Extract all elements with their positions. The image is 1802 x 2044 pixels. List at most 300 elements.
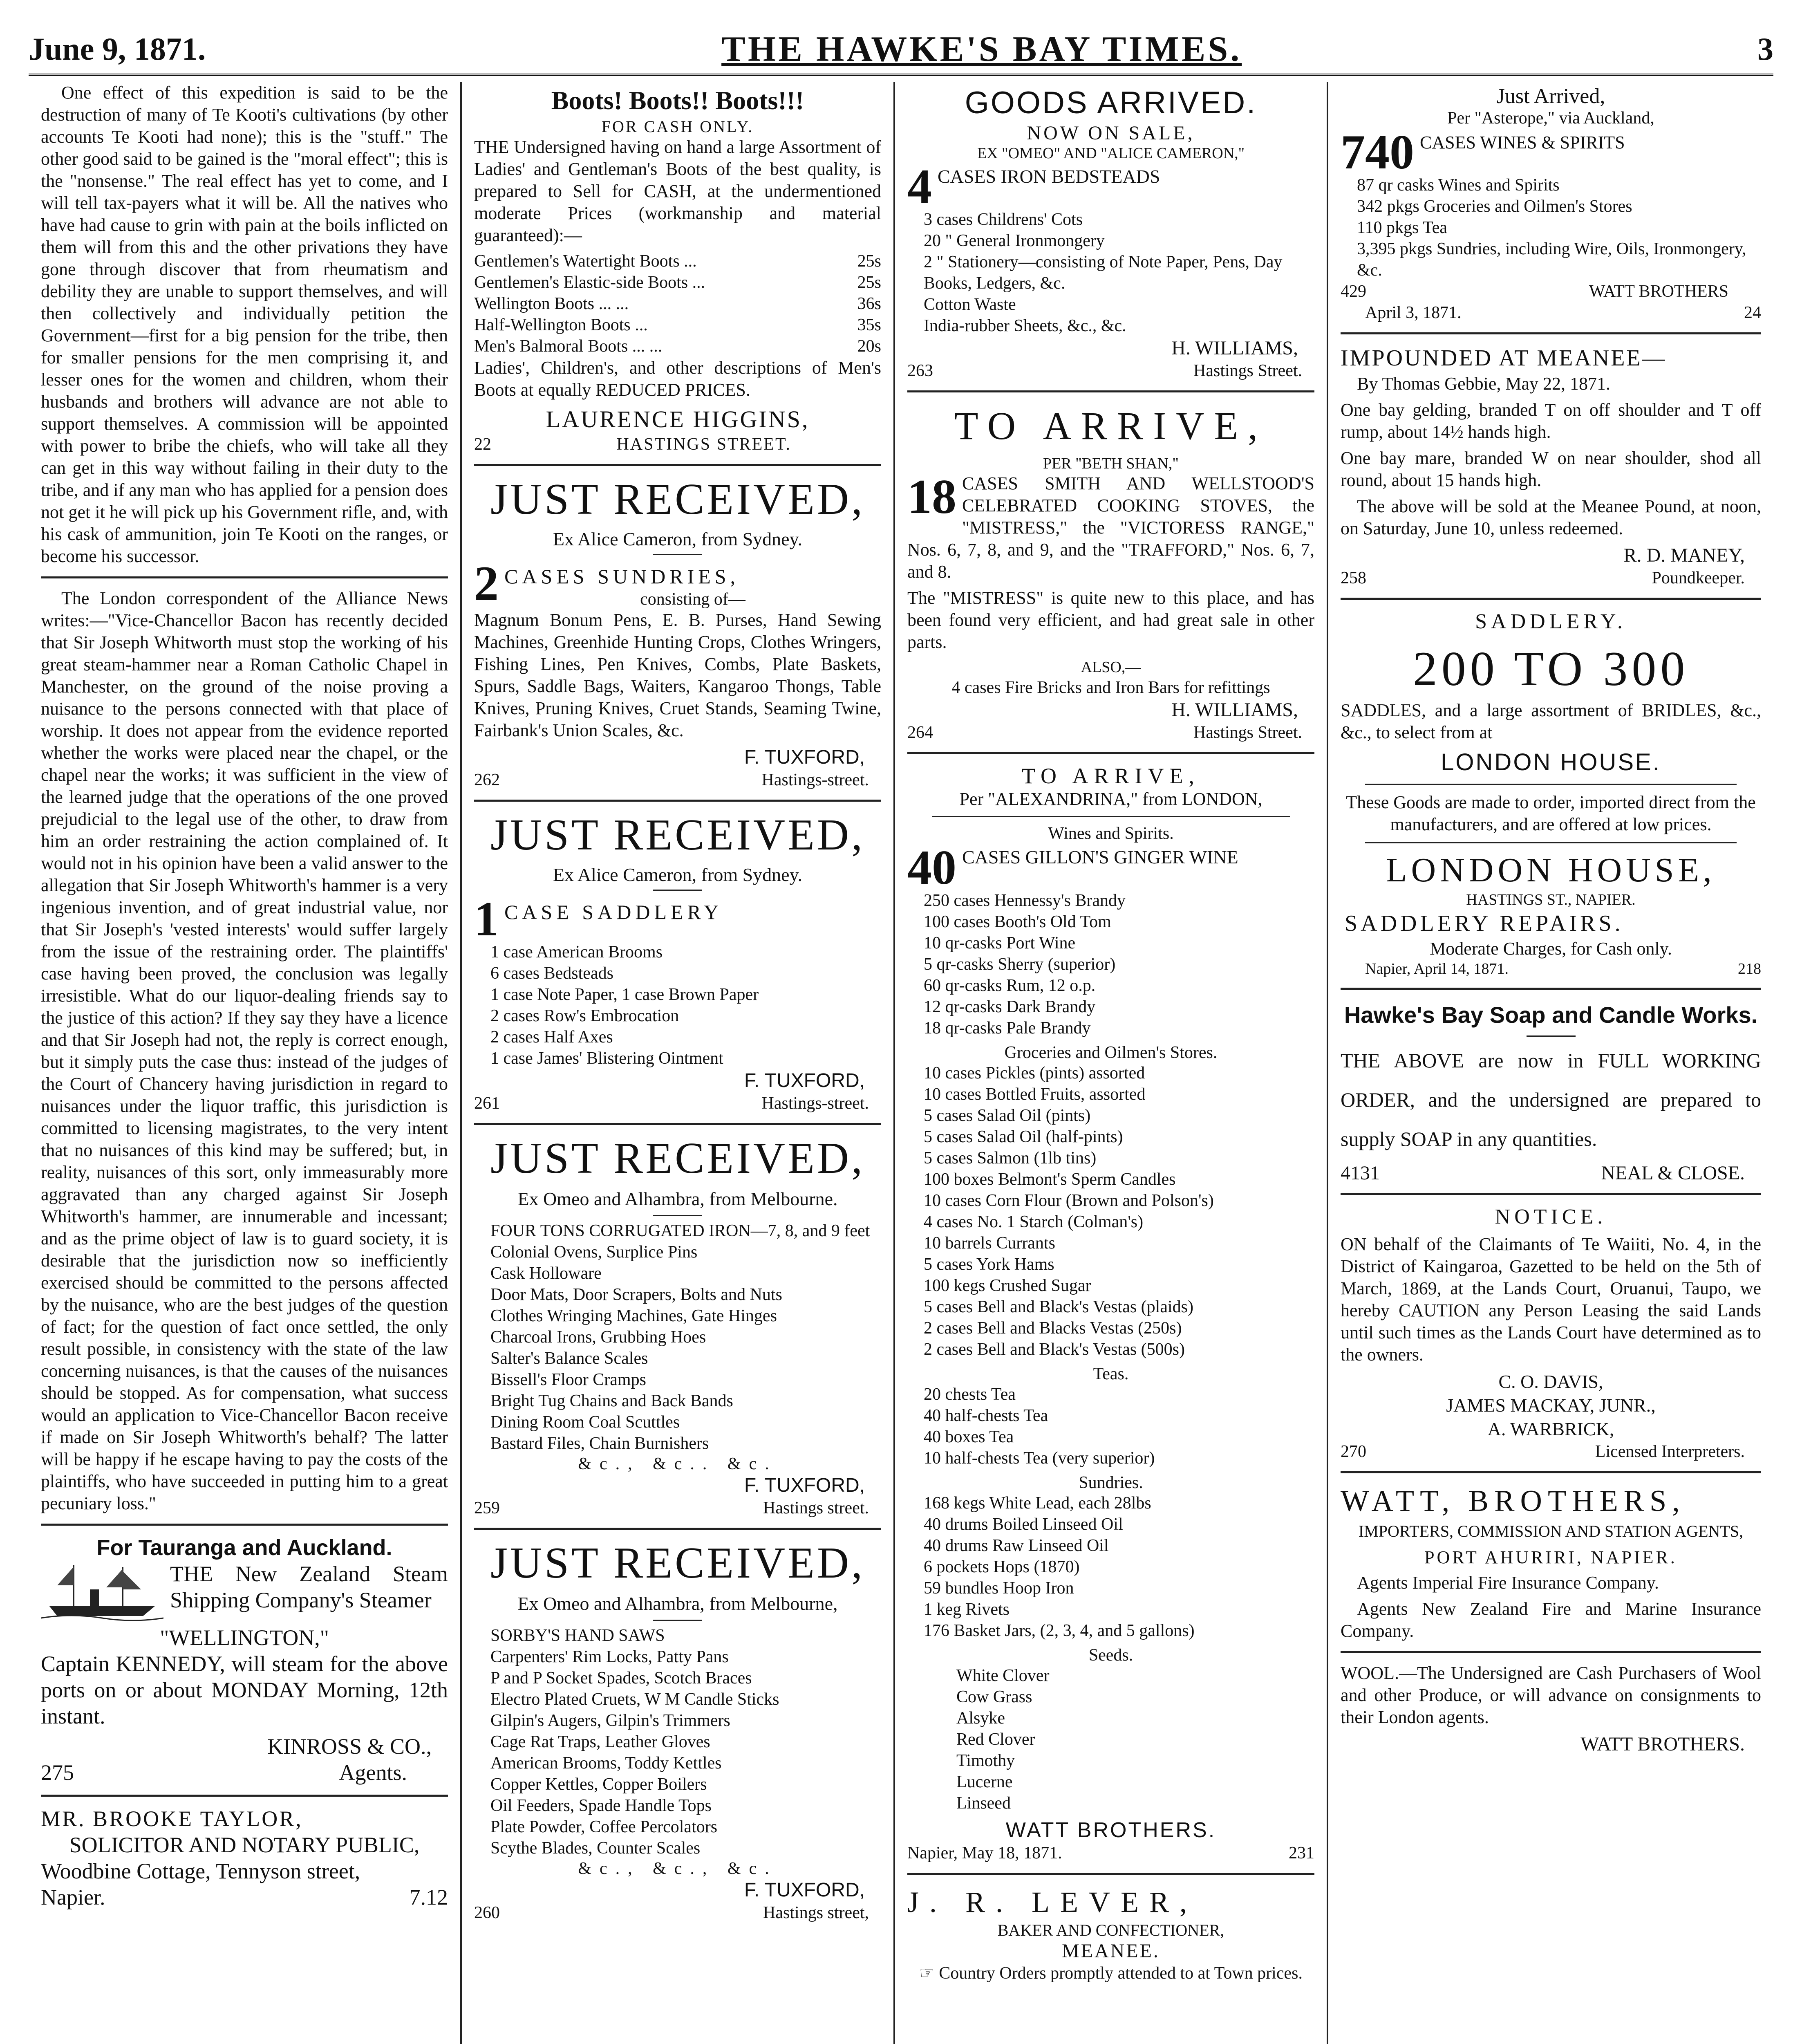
ad-body: ON behalf of the Claimants of Te Waiiti, No. 4, in the District of Kaingaroa, Gazetted to be held on the 5th of March, 1869, at the Lands Court, Oruanui, Taupo, we hereby CAUTION any Person Leasing the said Lands until such times as the Lands Court have determined as to the owners. bbox=[1341, 1234, 1761, 1365]
columns bbox=[29, 82, 1773, 2044]
ad-body-2: The "MISTRESS" is quite new to this place, and has been found very efficient, and had great sale in other parts. bbox=[907, 588, 1314, 652]
list-item: P and P Socket Spades, Scotch Braces bbox=[490, 1669, 752, 1688]
ad-signer: F. TUXFORD, bbox=[744, 746, 865, 768]
ad-number: 4131 bbox=[1341, 1162, 1380, 1184]
ad-footer bbox=[1341, 567, 1761, 589]
ad-lever bbox=[907, 1884, 1314, 1984]
ad-number: 258 bbox=[1341, 569, 1366, 587]
divider bbox=[474, 464, 881, 466]
ad-body-2: One bay mare, branded W on near shoulder, shod all round, about 15 hands high. bbox=[1341, 448, 1761, 490]
ad-footer bbox=[474, 1497, 881, 1519]
list-item: 2 cases Bell and Black's Vestas (500s) bbox=[924, 1340, 1185, 1359]
ad-per: Per "ALEXANDRINA," from LONDON, bbox=[959, 789, 1263, 809]
divider bbox=[932, 816, 1290, 817]
divider bbox=[653, 890, 702, 891]
divider bbox=[474, 1123, 881, 1125]
list-item: 59 bundles Hoop Iron bbox=[924, 1579, 1074, 1598]
price-row bbox=[474, 251, 881, 272]
ad-address: Hastings Street. bbox=[1193, 723, 1302, 742]
ad-number: 429 bbox=[1341, 282, 1366, 301]
page-number: 3 bbox=[1757, 31, 1773, 67]
list-item: SORBY'S HAND SAWS bbox=[490, 1626, 665, 1645]
ad-text: Captain KENNEDY, will steam for the above ports on or about MONDAY Morning, 12th instant. bbox=[41, 1652, 448, 1728]
ad-notice bbox=[1341, 1204, 1761, 1462]
list-item: 10 barrels Currants bbox=[924, 1234, 1055, 1253]
item-name: Men's Balmoral Boots ... ... bbox=[474, 337, 663, 356]
divider bbox=[474, 800, 881, 802]
list-item: Oil Feeders, Spade Handle Tops bbox=[490, 1796, 712, 1815]
ad-ex: EX "OMEO" AND "ALICE CAMERON," bbox=[977, 145, 1245, 162]
ad-note bbox=[907, 1962, 1314, 1984]
item-list bbox=[474, 1220, 881, 1454]
divider bbox=[1341, 1651, 1761, 1653]
ad-count: 1 bbox=[474, 895, 499, 941]
item-price: 25s bbox=[857, 273, 881, 292]
ad-title: NOTICE. bbox=[1495, 1205, 1607, 1228]
list-item: 5 cases Salmon (1lb tins) bbox=[924, 1149, 1097, 1168]
ad-brooke-taylor bbox=[41, 1806, 448, 1910]
list-item: 100 cases Booth's Old Tom bbox=[924, 912, 1111, 931]
divider bbox=[41, 576, 448, 578]
list-item: 176 Basket Jars, (2, 3, 4, and 5 gallons) bbox=[924, 1621, 1195, 1640]
item-list bbox=[907, 209, 1314, 336]
divider bbox=[1341, 598, 1761, 600]
ad-dateline: Napier, May 18, 1871. bbox=[907, 1844, 1062, 1862]
ad-title: GOODS ARRIVED. bbox=[965, 85, 1257, 120]
ad-address: HASTINGS ST., NAPIER. bbox=[1466, 891, 1636, 908]
ad-role: Agents. bbox=[339, 1760, 407, 1785]
ad-heading bbox=[907, 162, 1314, 209]
ad-footer bbox=[1341, 1163, 1761, 1184]
divider bbox=[474, 1528, 881, 1530]
item-list bbox=[1341, 175, 1761, 281]
ad-subtitle: BAKER AND CONFECTIONER, bbox=[997, 1921, 1224, 1939]
divider bbox=[1365, 784, 1737, 785]
ad-title: For Tauranga and Auckland. bbox=[96, 1535, 392, 1560]
list-item: Bastard Files, Chain Burnishers bbox=[490, 1434, 709, 1453]
ad-etc: &c., &c., &c. bbox=[578, 1859, 777, 1878]
list-item: Gilpin's Augers, Gilpin's Trimmers bbox=[490, 1711, 730, 1730]
ad-title: IMPOUNDED AT MEANEE— bbox=[1341, 345, 1667, 371]
ad-role: Poundkeeper. bbox=[1652, 569, 1745, 587]
list-item: Bright Tug Chains and Back Bands bbox=[490, 1392, 733, 1410]
ad-number: 264 bbox=[907, 723, 933, 742]
ad-signer: LAURENCE HIGGINS, bbox=[546, 406, 810, 433]
ad-moderate: Moderate Charges, for Cash only. bbox=[1430, 939, 1672, 959]
list-item: 4 cases No. 1 Starch (Colman's) bbox=[924, 1213, 1144, 1231]
divider bbox=[1341, 1193, 1761, 1195]
ad-footer bbox=[41, 1884, 448, 1910]
ad-heading-text: CASE SADDLERY bbox=[504, 901, 723, 923]
ad-agent: Agents Imperial Fire Insurance Company. bbox=[1357, 1573, 1659, 1593]
list-item: 1 case American Brooms bbox=[490, 943, 663, 961]
list-item: 250 cases Hennessy's Brandy bbox=[924, 891, 1126, 910]
ad-subtitle: IMPORTERS, COMMISSION AND STATION AGENTS, bbox=[1358, 1522, 1744, 1540]
ad-number: 231 bbox=[1289, 1844, 1314, 1862]
ad-title: Just Arrived, bbox=[1496, 85, 1605, 108]
ad-footer bbox=[1341, 959, 1761, 979]
ad-heading bbox=[1341, 128, 1761, 175]
ad-heading-sub: consisting of— bbox=[640, 590, 745, 609]
list-item: 100 boxes Belmont's Sperm Candles bbox=[924, 1170, 1176, 1189]
section-heading: Teas. bbox=[1093, 1365, 1129, 1383]
ad-title: MR. BROOKE TAYLOR, bbox=[41, 1806, 303, 1831]
ad-body: THE ABOVE are now in FULL WORKING ORDER, and the undersigned are prepared to supply SOAP in any quantities. bbox=[1341, 1049, 1761, 1150]
section-heading: Wines and Spirits. bbox=[1048, 824, 1174, 843]
list-item: 342 pkgs Groceries and Oilmen's Stores bbox=[1357, 197, 1632, 216]
list-item: 2 cases Row's Embrocation bbox=[490, 1006, 679, 1025]
pointing-hand-icon: ☞ bbox=[919, 1964, 935, 1983]
list-item: India-rubber Sheets, &c., &c. bbox=[924, 316, 1126, 335]
list-item: 2 cases Bell and Blacks Vestas (250s) bbox=[924, 1319, 1182, 1338]
list-item: Carpenters' Rim Locks, Patty Pans bbox=[490, 1647, 729, 1666]
ad-address: Hastings street. bbox=[763, 1499, 869, 1517]
ad-signer: F. TUXFORD, bbox=[744, 1070, 865, 1091]
list-item: 10 qr-casks Port Wine bbox=[924, 934, 1076, 953]
price-row bbox=[474, 293, 881, 314]
list-item: Copper Kettles, Copper Boilers bbox=[490, 1775, 707, 1794]
list-item: 5 qr-casks Sherry (superior) bbox=[924, 955, 1116, 974]
list-item: 2 " Stationery—consisting of Note Paper, Pens, Day Books, Ledgers, &c. bbox=[924, 253, 1283, 293]
list-item: Alsyke bbox=[956, 1709, 1005, 1728]
ad-subtitle: Ex Alice Cameron, from Sydney. bbox=[553, 864, 803, 885]
ad-number: 270 bbox=[1341, 1442, 1366, 1461]
divider bbox=[1527, 1035, 1576, 1037]
divider bbox=[907, 390, 1314, 392]
ad-heading-text: CASES IRON BEDSTEADS bbox=[938, 166, 1160, 187]
section-heading: Seeds. bbox=[1088, 1646, 1133, 1665]
item-name: Half-Wellington Boots ... bbox=[474, 316, 648, 334]
ad-footer-2 bbox=[1341, 302, 1761, 323]
list-item: Colonial Ovens, Surplice Pins bbox=[490, 1243, 698, 1262]
ad-body: Magnum Bonum Pens, E. B. Purses, Hand Sewing Machines, Greenhide Hunting Crops, Clothes Wringers, Fishing Lines, Pen Knives, Combs, Plate Baskets, Spurs, Saddle Bags, Waiters, Kangaroo Thongs, Table Knives, Pruning Knives, Cruet Stands, Seaming Twine, Fairbank's Union Scales, &c. bbox=[474, 610, 881, 740]
item-price: 35s bbox=[857, 316, 881, 334]
list-item: Cotton Waste bbox=[924, 295, 1016, 314]
ad-count: 18 bbox=[907, 473, 956, 524]
list-item: 5 cases York Hams bbox=[924, 1255, 1054, 1274]
ad-tauranga bbox=[41, 1535, 448, 1786]
ad-name: A. WARBRICK, bbox=[1487, 1419, 1614, 1439]
ad-title: JUST RECEIVED, bbox=[490, 811, 865, 859]
ad-subtitle: NOW ON SALE, bbox=[1027, 122, 1195, 144]
item-list bbox=[474, 1625, 881, 1859]
ad-body: CASES SMITH AND WELLSTOOD'S CELEBRATED COOKING STOVES, the "MISTRESS," the "VICTORESS RANGE," Nos. 6, 7, 8, and 9, and the "TRAFFORD," Nos. 6, 7, and 8. bbox=[907, 473, 1314, 582]
list-item: Bissell's Floor Cramps bbox=[490, 1370, 646, 1389]
ad-also-text: 4 cases Fire Bricks and Iron Bars for refittings bbox=[951, 678, 1270, 697]
ad-count: 4 bbox=[907, 162, 932, 209]
price-row bbox=[474, 314, 881, 336]
ad-heading bbox=[474, 895, 881, 941]
ad-footer-text: Ladies', Children's, and other descriptions of Men's Boots at equally REDUCED PRICES. bbox=[474, 358, 881, 400]
ad-goods-arrived bbox=[907, 84, 1314, 381]
item-name: Gentlemen's Watertight Boots ... bbox=[474, 252, 697, 271]
ad-footer bbox=[474, 769, 881, 791]
item-list bbox=[907, 1665, 1314, 1814]
ad-just-received-2 bbox=[474, 811, 881, 1114]
list-item: 12 qr-casks Dark Brandy bbox=[924, 997, 1096, 1016]
item-name: Wellington Boots ... ... bbox=[474, 294, 629, 313]
ad-footer bbox=[907, 1842, 1314, 1864]
divider bbox=[1341, 332, 1761, 334]
ad-signer: R. D. MANEY, bbox=[1623, 545, 1745, 566]
ad-just-received-3 bbox=[474, 1134, 881, 1519]
item-list bbox=[474, 941, 881, 1069]
ad-title: TO ARRIVE, bbox=[954, 404, 1268, 448]
ad-soap-works bbox=[1341, 999, 1761, 1184]
ad-boots bbox=[474, 84, 881, 455]
ad-name: JAMES MACKAY, JUNR., bbox=[1446, 1395, 1656, 1416]
article-paragraph: One effect of this expedition is said to be the destruction of many of Te Kooti's cultivations (by other accounts Te Kooti had none); this is the "stuff." The other good said to be gained is the "moral effect"; this is the "nonsense." The real effect has yet to come, and I will tell tax-payers what it will be. All the natives who have had cause to grin with pain at the boils inflicted on them will from this and the other privations they have gone through discover that from rheumatism and debility they are unable to support themselves, and will then collectively and individually petition the Government—first for a big pension for the tribe, then for smaller pensions for the men comprising it, and lesser ones for the women and children, whom their husbands and brothers will advance are not able to support themselves. A commission will be appointed with power to bribe the chiefs, who will take all they can get in this way without failing in their duty to the tribe, and if any man who has applied for a pension does not get it he will pick up his Government rifle, and, with his cask of ammunition, join Te Kooti on the ranges, or become his successor. bbox=[41, 83, 448, 566]
list-item: 1 case James' Blistering Ointment bbox=[490, 1049, 723, 1068]
ad-body-3: The above will be sold at the Meanee Pound, at noon, on Saturday, June 10, unless redeemed. bbox=[1341, 496, 1761, 538]
price-list bbox=[474, 251, 881, 357]
list-item: Clothes Wringing Machines, Gate Hinges bbox=[490, 1307, 777, 1325]
ad-number: 275 bbox=[41, 1760, 74, 1785]
list-item: 10 half-chests Tea (very superior) bbox=[924, 1449, 1155, 1468]
ad-count: 40 bbox=[907, 843, 956, 890]
item-price: 20s bbox=[857, 337, 881, 356]
list-item: 87 qr casks Wines and Spirits bbox=[1357, 176, 1560, 195]
ad-heading-text: CASES GILLON'S GINGER WINE bbox=[962, 847, 1238, 867]
ad-heading bbox=[474, 559, 881, 609]
item-price: 25s bbox=[857, 252, 881, 271]
ad-etc: &c., &c.. &c. bbox=[578, 1455, 777, 1473]
ad-signer: F. TUXFORD, bbox=[744, 1879, 865, 1901]
ad-title: TO ARRIVE, bbox=[1021, 764, 1200, 788]
divider bbox=[1341, 1471, 1761, 1473]
ad-footer bbox=[1341, 1441, 1761, 1462]
ad-just-received-1 bbox=[474, 475, 881, 791]
ad-number: 22 bbox=[474, 435, 491, 454]
ad-agent: Agents New Zealand Fire and Marine Insurance Company. bbox=[1341, 1599, 1761, 1641]
item-price: 36s bbox=[857, 294, 881, 313]
ad-per: Per "Asterope," via Auckland, bbox=[1447, 109, 1654, 128]
list-item: Lucerne bbox=[956, 1773, 1013, 1791]
ad-heading-text: CASES WINES & SPIRITS bbox=[1420, 132, 1625, 152]
list-item: 3,395 pkgs Sundries, including Wire, Oils, Ironmongery, &c. bbox=[1357, 240, 1746, 280]
column-2 bbox=[462, 82, 895, 2044]
ad-date: Napier, April 14, 1871. bbox=[1365, 960, 1509, 977]
list-item: 20 " General Ironmongery bbox=[924, 231, 1105, 250]
list-item: 6 pockets Hops (1870) bbox=[924, 1558, 1080, 1576]
ad-title: Hawke's Bay Soap and Candle Works. bbox=[1344, 1002, 1758, 1028]
list-item: Electro Plated Cruets, W M Candle Sticks bbox=[490, 1690, 779, 1709]
ad-footer bbox=[907, 722, 1314, 743]
ad-date: April 3, 1871. bbox=[1365, 303, 1462, 322]
ad-wool bbox=[1341, 1662, 1761, 1756]
ad-body: THE New Zealand Steam Shipping Company's Steamer bbox=[170, 1562, 448, 1612]
section-heading: Sundries. bbox=[1079, 1473, 1143, 1492]
list-item: 10 cases Corn Flour (Brown and Polson's) bbox=[924, 1191, 1214, 1210]
ad-address: Hastings street, bbox=[763, 1903, 869, 1922]
list-item: 3 cases Childrens' Cots bbox=[924, 210, 1083, 229]
divider bbox=[41, 1795, 448, 1797]
item-name: Gentlemen's Elastic-side Boots ... bbox=[474, 273, 705, 292]
list-item: 100 kegs Crushed Sugar bbox=[924, 1276, 1091, 1295]
ad-footer bbox=[41, 1759, 448, 1786]
list-item: 40 half-chests Tea bbox=[924, 1406, 1048, 1425]
ad-address: Woodbine Cottage, Tennyson street, bbox=[41, 1859, 360, 1883]
list-item: Cow Grass bbox=[956, 1688, 1032, 1706]
column-4 bbox=[1328, 82, 1773, 2044]
list-item: Scythe Blades, Counter Scales bbox=[490, 1839, 701, 1858]
ad-count: 2 bbox=[474, 559, 499, 609]
ad-house: LONDON HOUSE. bbox=[1441, 749, 1661, 775]
list-item: White Clover bbox=[956, 1666, 1050, 1685]
list-item: 6 cases Bedsteads bbox=[490, 964, 613, 983]
list-item: 20 chests Tea bbox=[924, 1385, 1016, 1404]
ad-note-text: Country Orders promptly attended to at Town prices. bbox=[939, 1964, 1303, 1983]
ad-heading-text: CASES SUNDRIES, bbox=[504, 565, 740, 588]
ad-watt-brothers bbox=[1341, 1482, 1761, 1642]
ad-by: By Thomas Gebbie, May 22, 1871. bbox=[1357, 374, 1611, 394]
price-row bbox=[474, 336, 881, 357]
item-list bbox=[907, 1384, 1314, 1469]
ad-port: PORT AHURIRI, NAPIER. bbox=[1424, 1547, 1677, 1567]
ad-footer bbox=[1341, 281, 1761, 302]
ad-signer: H. WILLIAMS, bbox=[1171, 699, 1298, 721]
ad-address: Hastings Street. bbox=[1193, 361, 1302, 380]
ad-title: JUST RECEIVED, bbox=[490, 475, 865, 524]
list-item: 5 cases Bell and Black's Vestas (plaids) bbox=[924, 1298, 1193, 1316]
ad-address: Hastings-street. bbox=[761, 1094, 869, 1113]
list-item: 1 keg Rivets bbox=[924, 1600, 1010, 1619]
divider bbox=[653, 1215, 702, 1216]
divider bbox=[653, 1620, 702, 1621]
ad-title: SADDLERY. bbox=[1475, 610, 1627, 633]
ad-number: 262 bbox=[474, 771, 500, 789]
list-item: 110 pkgs Tea bbox=[1357, 218, 1448, 237]
ad-also: ALSO,— bbox=[1081, 659, 1141, 676]
item-list bbox=[907, 1062, 1314, 1360]
ad-number: 218 bbox=[1738, 960, 1761, 977]
item-list bbox=[907, 890, 1314, 1039]
list-item: Salter's Balance Scales bbox=[490, 1349, 648, 1368]
newspaper-title: THE HAWKE'S BAY TIMES. bbox=[721, 29, 1242, 69]
masthead bbox=[29, 25, 1773, 76]
ad-body: THE Undersigned having on hand a large Assortment of Ladies' and Gentleman's Boots of the best quality, is prepared to Sell for CASH, at the undermentioned moderate Prices (workmanship and material guaranteed):— bbox=[474, 137, 881, 245]
list-item: Charcoal Irons, Grubbing Hoes bbox=[490, 1328, 706, 1347]
ad-subtitle: SOLICITOR AND NOTARY PUBLIC, bbox=[69, 1833, 420, 1857]
ad-signer: WATT BROTHERS. bbox=[1580, 1733, 1745, 1755]
column-1 bbox=[29, 82, 462, 2044]
ad-number: 260 bbox=[474, 1903, 500, 1922]
list-item: 5 cases Salad Oil (half-pints) bbox=[924, 1127, 1123, 1146]
item-list bbox=[907, 1493, 1314, 1641]
ad-title: WATT, BROTHERS, bbox=[1341, 1484, 1686, 1518]
ad-signer: F. TUXFORD, bbox=[744, 1475, 865, 1496]
list-item: Dining Room Coal Scuttles bbox=[490, 1413, 680, 1432]
ad-body: SADDLES, and a large assortment of BRIDLES, &c., &c., to select from at bbox=[1341, 700, 1761, 742]
ad-heading bbox=[907, 843, 1314, 890]
list-item: 10 cases Bottled Fruits, assorted bbox=[924, 1085, 1146, 1104]
ad-town: Napier. bbox=[41, 1885, 105, 1910]
list-item: FOUR TONS CORRUGATED IRON—7, 8, and 9 feet bbox=[490, 1221, 870, 1240]
ad-signer: NEAL & CLOSE. bbox=[1601, 1162, 1745, 1184]
list-item: 2 cases Half Axes bbox=[490, 1028, 613, 1047]
ad-footer bbox=[474, 1093, 881, 1114]
ship-name: "WELLINGTON," bbox=[160, 1625, 329, 1650]
list-item: Timothy bbox=[956, 1751, 1015, 1770]
ad-title: J. R. LEVER, bbox=[907, 1886, 1198, 1918]
ad-subtitle: Ex Alice Cameron, from Sydney. bbox=[553, 529, 803, 549]
ad-to-arrive-2 bbox=[907, 763, 1314, 1864]
list-item: 60 qr-casks Rum, 12 o.p. bbox=[924, 976, 1096, 995]
column-3 bbox=[895, 82, 1328, 2044]
ad-body: One bay gelding, branded T on off shoulder and T off rump, about 14½ hands high. bbox=[1341, 400, 1761, 442]
ad-footer bbox=[474, 434, 881, 455]
list-item: 18 qr-casks Pale Brandy bbox=[924, 1019, 1091, 1038]
steamship-icon bbox=[41, 1561, 163, 1622]
list-item: Door Mats, Door Scrapers, Bolts and Nuts bbox=[490, 1285, 782, 1304]
ad-number: 261 bbox=[474, 1094, 500, 1113]
ad-house-2: LONDON HOUSE, bbox=[1386, 851, 1716, 889]
list-item: Linseed bbox=[956, 1794, 1011, 1813]
list-item: 10 cases Pickles (pints) assorted bbox=[924, 1064, 1145, 1083]
list-item: Red Clover bbox=[956, 1730, 1035, 1749]
article-whitworth bbox=[41, 587, 448, 1515]
ad-body-2: These Goods are made to order, imported direct from the manufacturers, and are offered at low prices. bbox=[1346, 792, 1756, 834]
ad-address: HASTINGS STREET. bbox=[616, 435, 791, 454]
list-item: 168 kegs White Lead, each 28lbs bbox=[924, 1494, 1151, 1513]
ad-heading bbox=[907, 473, 1314, 587]
ad-name: C. O. DAVIS, bbox=[1498, 1371, 1603, 1392]
ad-title: JUST RECEIVED, bbox=[490, 1539, 865, 1587]
ad-title: JUST RECEIVED, bbox=[490, 1134, 865, 1183]
ad-saddlery bbox=[1341, 609, 1761, 979]
list-item: 5 cases Salad Oil (pints) bbox=[924, 1106, 1091, 1125]
divider bbox=[1341, 988, 1761, 990]
divider bbox=[907, 752, 1314, 754]
ad-signer: WATT BROTHERS bbox=[1589, 282, 1728, 301]
ad-just-arrived bbox=[1341, 84, 1761, 323]
list-item: American Brooms, Toddy Kettles bbox=[490, 1754, 722, 1773]
ad-town: MEANEE. bbox=[1062, 1940, 1160, 1962]
ad-footer bbox=[907, 360, 1314, 381]
ad-number: 263 bbox=[907, 361, 933, 380]
ad-role: Licensed Interpreters. bbox=[1595, 1442, 1745, 1461]
ad-subtitle: FOR CASH ONLY. bbox=[601, 117, 754, 136]
article-te-kooti bbox=[41, 82, 448, 567]
divider bbox=[1365, 842, 1737, 843]
ad-number: 7.12 bbox=[409, 1885, 448, 1910]
ad-per: PER "BETH SHAN," bbox=[1043, 455, 1179, 472]
ad-title: Boots! Boots!! Boots!!! bbox=[551, 86, 804, 115]
issue-date: June 9, 1871. bbox=[29, 31, 206, 67]
ad-range: 200 TO 300 bbox=[1412, 641, 1689, 696]
ad-number: 259 bbox=[474, 1499, 500, 1517]
list-item: Cask Holloware bbox=[490, 1264, 602, 1283]
ad-subtitle: Ex Omeo and Alhambra, from Melbourne. bbox=[517, 1188, 838, 1209]
list-item: 40 drums Boiled Linseed Oil bbox=[924, 1515, 1123, 1534]
ad-impounded bbox=[1341, 343, 1761, 589]
ad-signer: H. WILLIAMS, bbox=[1171, 337, 1298, 359]
ad-signer: WATT BROTHERS. bbox=[1005, 1818, 1216, 1842]
article-paragraph: The London correspondent of the Alliance News writes:—"Vice-Chancellor Bacon has recently decided that Sir Joseph Whitworth must stop the working of his great steam-hammer near a Roman Catholic Chapel in Manchester, on the ground of the noise proving a nuisance to the persons connected with that place of worship. It does not appear from the evidence reported whether the works were placed near the chapel, or the chapel near the works; it was sufficient in the view of the learned judge that the operations of the one proved prejudicial to the legal use of the other, to draw from him an order restraining the action complained of. It would not in his opinion have been a valid answer to the allegation that Sir Joseph Whitworth's hammer is a very ingenious invention, and of great industrial value, nor that Sir Joseph's 'vested interests' would suffer largely from the issue of the restraining order. The plaintiffs' case having been proved, the conclusion was legally irresistible. What do our liquor-dealing friends say to the justice of this action? If they say they have a licence and that Sir Joseph had not, the reply is correct enough, but it simply puts the case thus: instead of the judges of the Court of Chancery having jurisdiction in regard to nuisances under the liquor traffic, this jurisdiction is committed to licensing magistrates, to the very intent that no nuisances of this kind may be suffered; but, in reality, nuisances of this sort, only immeasurably more aggravated than any charged against Sir Joseph Whitworth's hammer, are innumerable and incessant; and as the prime object of law is to guard society, it is desirable that the jurisdiction now so inefficiently exercised should be committed to the persons affected by the nuisance, who are the best judges of the question of fact; for the question of fact once settled, the only result possible, in consistency with the state of the law concerning nuisances, is that the causes of the nuisances should be stopped. As for compensation, what success would an application to Vice-Chancellor Bacon receive if made on Sir Joseph Whitworth's behalf? The latter will be happy if he escape having to pay the costs of the plaintiffs, who have succeeded in putting him to a great pecuniary loss." bbox=[41, 588, 448, 1513]
ad-repairs: SADDLERY REPAIRS. bbox=[1345, 911, 1624, 936]
divider bbox=[653, 554, 702, 555]
ad-count: 740 bbox=[1341, 128, 1414, 175]
price-row bbox=[474, 272, 881, 293]
section-heading: Groceries and Oilmen's Stores. bbox=[1004, 1043, 1218, 1062]
list-item: 40 boxes Tea bbox=[924, 1428, 1014, 1446]
ad-body: WOOL.—The Undersigned are Cash Purchasers of Wool and other Produce, or will advance on consignments to their London agents. bbox=[1341, 1663, 1761, 1727]
ad-subtitle: Ex Omeo and Alhambra, from Melbourne, bbox=[517, 1593, 838, 1614]
list-item: Cage Rat Traps, Leather Gloves bbox=[490, 1732, 710, 1751]
ad-extra: 24 bbox=[1744, 303, 1761, 322]
list-item: Plate Powder, Coffee Percolators bbox=[490, 1818, 718, 1836]
ad-footer bbox=[474, 1902, 881, 1923]
